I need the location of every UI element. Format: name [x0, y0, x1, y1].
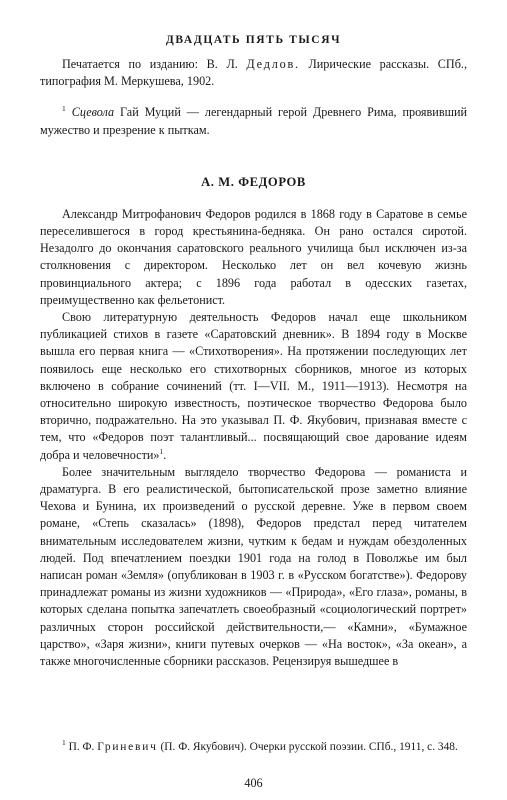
page-number: 406	[244, 776, 263, 790]
source-note-rest: Лирические рассказы. СПб., типография М. Меркушева, 1902.	[40, 57, 467, 89]
source-note-author: Дедлов.	[246, 57, 300, 71]
section-heading: А. М. ФЕДОРОВ	[201, 174, 306, 189]
paragraph-2-tail: .	[163, 447, 167, 462]
source-note	[40, 56, 467, 90]
footnote-top-text: Гай Муций — легендарный герой Древнего Рима, проявивший мужество и презрение к пыткам.	[40, 105, 467, 137]
footnote-bottom-lead: П. Ф.	[65, 741, 98, 753]
paragraph-1: Александр Митрофанович Федоров родился в 1868 году в Саратове в семье переселившегося в город крестьянина-бедняка. Он рано остался сиротой. Незадолго до окончания саратовского реального училища был исключен из-за столкновения с директором. Несколько лет он вел кочевую жизнь провинциального актера; с 1896 года работал в одесских газетах, преимущественно как фельетонист.	[40, 206, 467, 307]
footnote-bottom-marker: 1	[62, 738, 66, 748]
footnote-top	[40, 104, 467, 138]
running-head: ДВАДЦАТЬ ПЯТЬ ТЫСЯЧ	[165, 34, 342, 46]
source-note-lead: Печатается по изданию: В. Л.	[62, 57, 247, 71]
footnote-top-marker: 1	[62, 104, 66, 114]
footnote-bottom	[40, 740, 467, 756]
footnote-bottom-author: Гриневич	[97, 741, 158, 753]
paragraph-2	[40, 309, 467, 464]
paragraph-2-footnote-marker: 1	[159, 446, 164, 456]
footnote-top-italic: Сцевола	[71, 105, 115, 120]
footnote-bottom-rest: (П. Ф. Якубович). Очерки русской поэзии. СПб., 1911, с. 348.	[157, 741, 458, 753]
paragraph-3: Более значительным выглядело творчество Федорова — романиста и драматурга. В его реалистической, бытописательской прозе заметно влияние Чехова и Бунина, их произведений о русской деревне. Уже в первом своем романе, «Степь сказалась» (1898), Федоров предстал перед читателем внимательным исследователем жизни, чутким к бедам и нуждам обездоленных людей. Под впечатлением поездки 1901 года на голод в Поволжье им был написан роман «Земля» (опубликован в 1903 г. в «Русском богатстве»). Федорову принадлежат романы из жизни художников — «Природа», «Его глаза», романы, в которых сделана попытка запечатлеть своеобразный «социологический портрет» различных сторон российской действительности,— «Камни», «Бумажное царство», «Заря жизни», книги путевых очерков — «На восток», «За океан», а также многочисленные сборники рассказов. Рецензируя вышедшее в	[40, 464, 467, 669]
paragraph-2-text: Свою литературную деятельность Федоров начал еще школьником публикацией стихов в газете «Саратовский дневник». В 1894 году в Москве вышла его первая книга — «Стихотворения». На протяжении последующих лет появилось еще несколько его стихотворных сборников, многое из которых включено в собрание сочинений (тт. I—VII. М., 1911—1913). Несмотря на относительно широкую известность, поэтическое творчество Федорова было вторично, подражательно. На это указывал П. Ф. Якубович, признавая вместе с тем, что «Федоров поэт талантливый... посвящающий свое дарование идеям добра и человечности»	[40, 310, 467, 462]
